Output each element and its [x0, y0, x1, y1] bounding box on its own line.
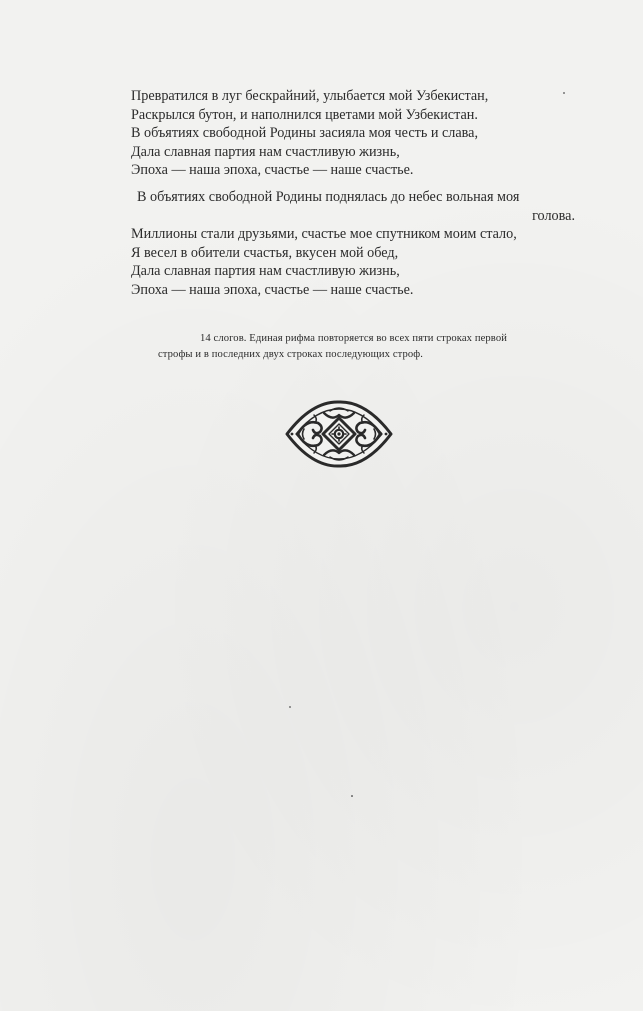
floral-ornament-icon	[284, 399, 394, 469]
metrics-footnote	[158, 331, 590, 363]
poem-line: Дала славная партия нам счастливую жизнь,	[131, 143, 400, 160]
poem-line: В объятиях свободной Родины поднялась до небес вольная моя	[137, 189, 520, 205]
poem-line: Миллионы стали друзьями, счастье мое спутником моим стало,	[131, 226, 517, 243]
poem-line: Эпоха — наша эпоха, счастье — наше счастье.	[131, 162, 414, 179]
footnote-line: строфы и в последних двух строках последующих строф.	[158, 349, 423, 361]
poem-line: Эпоха — наша эпоха, счастье — наше счастье.	[131, 281, 414, 298]
paper-speck	[351, 795, 353, 797]
poem-line: В объятиях свободной Родины засияла моя честь и слава,	[131, 125, 479, 142]
poem-line: Превратился в луг бескрайний, улыбается мой Узбекистан,	[131, 88, 489, 104]
paper-speck	[289, 706, 291, 708]
paper-speck	[563, 92, 565, 94]
poem-line: Дала славная партия нам счастливую жизнь,	[131, 263, 400, 280]
poem-stanza-2	[131, 188, 581, 300]
footnote-line: 14 слогов. Единая рифма повторяется во всех пяти строках первой	[200, 333, 507, 344]
poem-line: Я весел в обители счастья, вкусен мой обед,	[131, 244, 399, 261]
poem-line: Раскрылся бутон, и наполнился цветами мой Узбекистан.	[131, 106, 478, 123]
poem-line-runover: голова.	[532, 207, 575, 224]
poem-stanza-1	[131, 87, 581, 180]
